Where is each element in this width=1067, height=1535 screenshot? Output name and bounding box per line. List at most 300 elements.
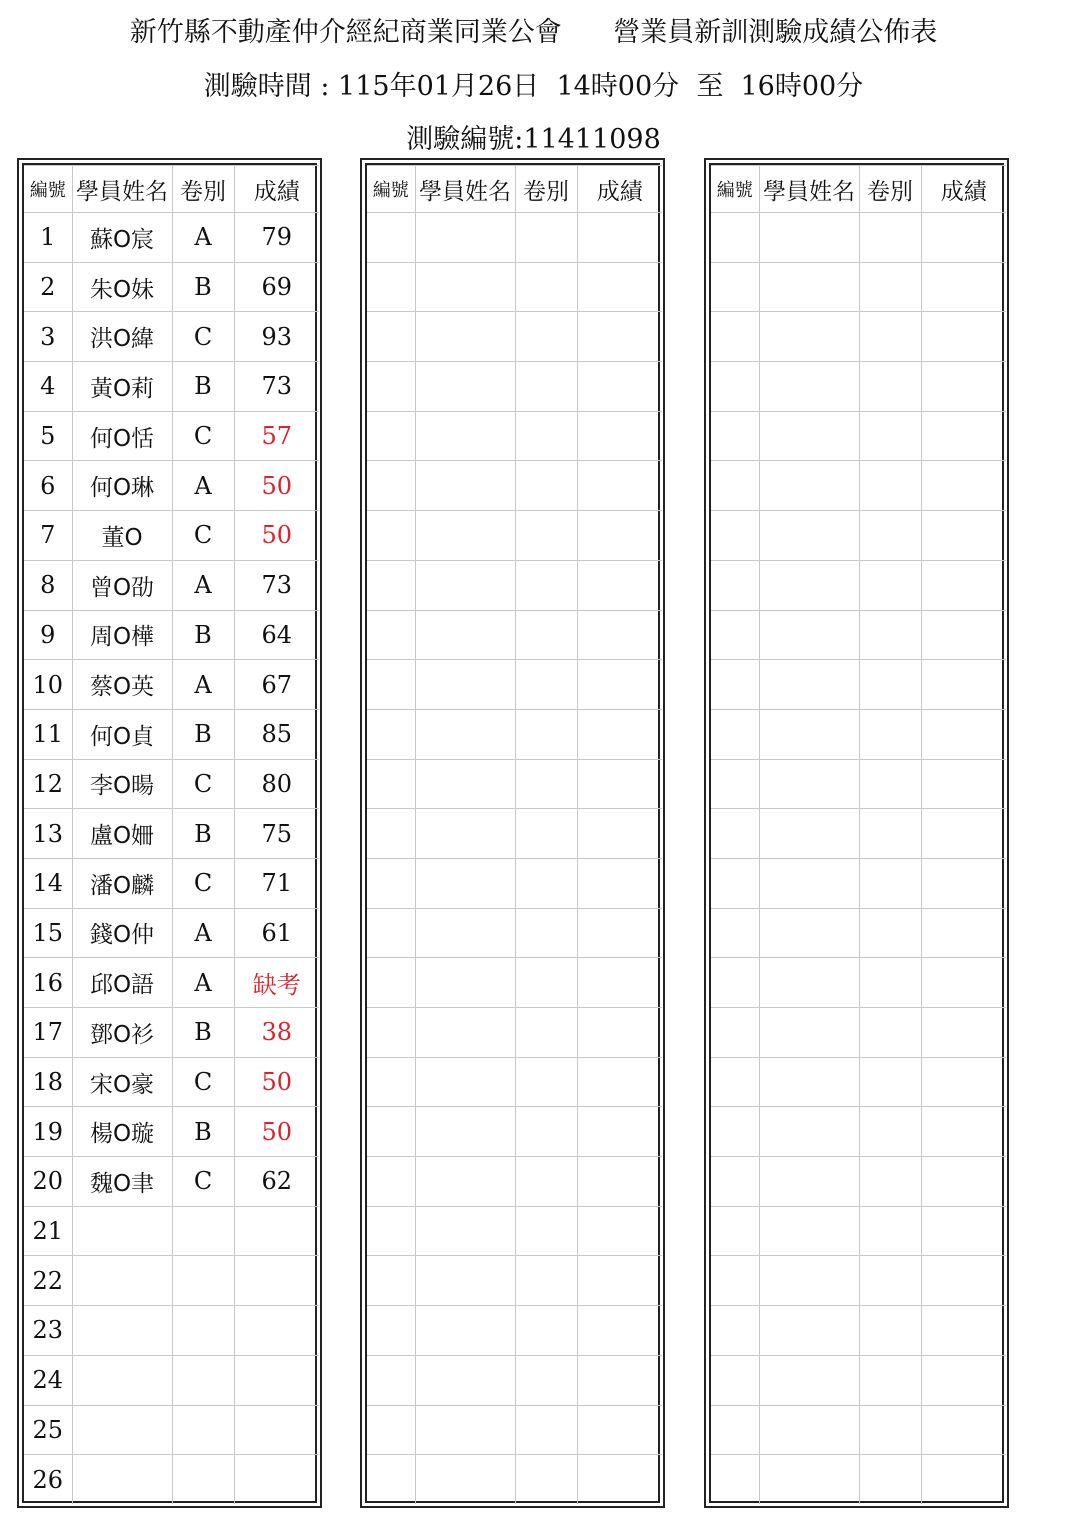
cell-number	[367, 411, 415, 461]
table-row	[367, 1008, 662, 1058]
cell-score	[921, 1256, 1006, 1306]
cell-paper	[172, 1256, 234, 1306]
cell-name	[415, 958, 515, 1008]
cell-score	[577, 560, 662, 610]
cell-name	[415, 1256, 515, 1306]
cell-paper	[859, 213, 921, 263]
table-row	[24, 1107, 319, 1157]
cell-number	[367, 1008, 415, 1058]
cell-name	[415, 858, 515, 908]
table-row	[367, 1355, 662, 1405]
cell-number	[367, 858, 415, 908]
cell-score: 93	[234, 312, 319, 362]
cell-score: 50	[234, 511, 319, 561]
cell-number: 11	[24, 709, 72, 759]
exam-id: 測驗編號:11411098	[406, 124, 661, 155]
cell-paper	[859, 660, 921, 710]
table-row	[24, 511, 319, 561]
cell-paper	[515, 1306, 577, 1356]
table-row	[367, 660, 662, 710]
cell-number	[367, 560, 415, 610]
cell-name: 鄧O衫	[72, 1008, 172, 1058]
cell-number	[711, 610, 759, 660]
table-row	[711, 858, 1006, 908]
cell-name	[759, 908, 859, 958]
cell-number	[367, 1157, 415, 1207]
table-row	[711, 461, 1006, 511]
cell-score: 61	[234, 908, 319, 958]
cell-name	[72, 1405, 172, 1455]
table-row	[711, 411, 1006, 461]
cell-paper: C	[172, 511, 234, 561]
cell-score	[921, 1157, 1006, 1207]
table-row	[367, 759, 662, 809]
cell-paper	[515, 809, 577, 859]
cell-number	[711, 1157, 759, 1207]
cell-score	[577, 1008, 662, 1058]
cell-score: 缺考	[234, 958, 319, 1008]
cell-paper: C	[172, 759, 234, 809]
cell-name	[759, 958, 859, 1008]
cell-number	[711, 1455, 759, 1504]
cell-score	[921, 809, 1006, 859]
cell-paper	[859, 1157, 921, 1207]
cell-number	[711, 759, 759, 809]
cell-score	[234, 1256, 319, 1306]
cell-name	[759, 1008, 859, 1058]
cell-score: 67	[234, 660, 319, 710]
column-header-paper: 卷別	[859, 166, 921, 213]
cell-number: 3	[24, 312, 72, 362]
cell-name	[759, 1256, 859, 1306]
cell-paper	[859, 1405, 921, 1455]
cell-number: 23	[24, 1306, 72, 1356]
cell-number: 15	[24, 908, 72, 958]
cell-paper: A	[172, 461, 234, 511]
cell-number	[367, 908, 415, 958]
cell-name: 宋O豪	[72, 1057, 172, 1107]
cell-paper	[515, 858, 577, 908]
cell-name	[759, 1405, 859, 1455]
cell-score	[921, 1008, 1006, 1058]
table-row	[24, 262, 319, 312]
cell-score	[577, 1107, 662, 1157]
cell-paper	[515, 511, 577, 561]
cell-name	[759, 511, 859, 561]
cell-number	[367, 1206, 415, 1256]
column-header-number: 編號	[367, 166, 415, 213]
table-row	[711, 1306, 1006, 1356]
table-row	[367, 858, 662, 908]
cell-number	[367, 1256, 415, 1306]
cell-score	[921, 461, 1006, 511]
score-table	[367, 165, 662, 1504]
cell-paper	[859, 610, 921, 660]
cell-paper	[515, 213, 577, 263]
table-row	[711, 1256, 1006, 1306]
table-row	[367, 1306, 662, 1356]
cell-name	[415, 1157, 515, 1207]
cell-name: 董O	[72, 511, 172, 561]
cell-score	[577, 312, 662, 362]
cell-name: 魏O聿	[72, 1157, 172, 1207]
cell-name	[72, 1306, 172, 1356]
cell-name	[415, 660, 515, 710]
cell-name: 曾O劭	[72, 560, 172, 610]
cell-paper	[859, 908, 921, 958]
cell-score	[921, 1405, 1006, 1455]
cell-number	[711, 1405, 759, 1455]
cell-score	[234, 1405, 319, 1455]
cell-score	[234, 1355, 319, 1405]
cell-paper	[859, 759, 921, 809]
cell-score	[921, 1206, 1006, 1256]
cell-paper	[859, 262, 921, 312]
cell-score	[577, 1256, 662, 1306]
table-row	[24, 809, 319, 859]
cell-number: 7	[24, 511, 72, 561]
table-row	[711, 1405, 1006, 1455]
cell-score	[921, 312, 1006, 362]
cell-score: 57	[234, 411, 319, 461]
cell-score	[921, 511, 1006, 561]
cell-paper	[515, 660, 577, 710]
cell-number	[711, 262, 759, 312]
cell-name	[72, 1355, 172, 1405]
cell-name	[415, 610, 515, 660]
cell-number	[367, 1107, 415, 1157]
cell-paper	[515, 709, 577, 759]
results-table-2	[360, 158, 665, 1508]
cell-number	[367, 1306, 415, 1356]
cell-number	[367, 461, 415, 511]
cell-number	[711, 958, 759, 1008]
cell-number	[367, 709, 415, 759]
column-header-score: 成績	[234, 166, 319, 213]
cell-score	[921, 1057, 1006, 1107]
column-header-paper: 卷別	[515, 166, 577, 213]
cell-paper	[515, 1455, 577, 1504]
cell-number: 16	[24, 958, 72, 1008]
cell-name	[759, 759, 859, 809]
cell-number	[367, 1057, 415, 1107]
table-row	[24, 709, 319, 759]
cell-name	[759, 560, 859, 610]
cell-score	[921, 1306, 1006, 1356]
table-row	[711, 362, 1006, 412]
cell-score: 38	[234, 1008, 319, 1058]
cell-number	[367, 262, 415, 312]
table-row	[711, 213, 1006, 263]
cell-number: 22	[24, 1256, 72, 1306]
cell-paper	[859, 362, 921, 412]
table-row	[711, 1107, 1006, 1157]
cell-score	[577, 1455, 662, 1504]
cell-paper: A	[172, 213, 234, 263]
cell-name	[759, 312, 859, 362]
cell-name	[415, 411, 515, 461]
cell-score	[577, 958, 662, 1008]
cell-score	[921, 610, 1006, 660]
cell-number: 26	[24, 1455, 72, 1504]
cell-score	[577, 1306, 662, 1356]
table-row	[367, 1107, 662, 1157]
cell-name	[759, 1057, 859, 1107]
cell-paper	[172, 1355, 234, 1405]
cell-number	[367, 362, 415, 412]
table-row	[367, 1256, 662, 1306]
cell-paper	[172, 1206, 234, 1256]
cell-number	[711, 461, 759, 511]
cell-number	[711, 411, 759, 461]
cell-score: 50	[234, 461, 319, 511]
table-row	[24, 213, 319, 263]
cell-paper	[515, 610, 577, 660]
cell-score	[577, 759, 662, 809]
cell-paper: B	[172, 709, 234, 759]
cell-score: 64	[234, 610, 319, 660]
cell-name	[72, 1256, 172, 1306]
cell-paper	[515, 1256, 577, 1306]
cell-score	[577, 908, 662, 958]
cell-score	[577, 1157, 662, 1207]
cell-number: 17	[24, 1008, 72, 1058]
table-row	[711, 262, 1006, 312]
cell-score: 80	[234, 759, 319, 809]
cell-paper	[172, 1455, 234, 1504]
cell-paper	[515, 560, 577, 610]
cell-name: 蘇O宸	[72, 213, 172, 263]
cell-score	[577, 660, 662, 710]
cell-paper: C	[172, 312, 234, 362]
cell-number	[711, 1306, 759, 1356]
cell-score	[921, 262, 1006, 312]
cell-score	[921, 1355, 1006, 1405]
cell-name	[759, 1157, 859, 1207]
table-row	[367, 1057, 662, 1107]
cell-paper	[515, 1206, 577, 1256]
cell-score	[577, 709, 662, 759]
cell-score	[921, 1107, 1006, 1157]
cell-score	[577, 213, 662, 263]
table-row	[711, 759, 1006, 809]
cell-number	[711, 1355, 759, 1405]
cell-score	[577, 858, 662, 908]
cell-number	[367, 1455, 415, 1504]
table-row	[24, 1008, 319, 1058]
header-row	[24, 166, 319, 213]
table-row	[367, 511, 662, 561]
cell-paper	[859, 709, 921, 759]
cell-number	[711, 1057, 759, 1107]
cell-paper: A	[172, 560, 234, 610]
cell-paper	[859, 1206, 921, 1256]
cell-score: 75	[234, 809, 319, 859]
cell-name: 盧O姍	[72, 809, 172, 859]
table-row	[711, 312, 1006, 362]
cell-score	[921, 411, 1006, 461]
cell-name	[415, 1057, 515, 1107]
cell-name	[759, 262, 859, 312]
table-row	[711, 1008, 1006, 1058]
cell-name	[415, 1306, 515, 1356]
cell-paper	[859, 511, 921, 561]
cell-number	[367, 213, 415, 263]
cell-number	[711, 362, 759, 412]
cell-paper	[515, 958, 577, 1008]
table-row	[24, 660, 319, 710]
table-row	[24, 858, 319, 908]
results-table-3	[704, 158, 1009, 1508]
cell-name	[759, 809, 859, 859]
cell-paper	[859, 461, 921, 511]
cell-score	[921, 858, 1006, 908]
table-row	[24, 610, 319, 660]
cell-score	[577, 1057, 662, 1107]
cell-score	[234, 1455, 319, 1504]
cell-paper	[515, 1008, 577, 1058]
cell-name	[759, 1206, 859, 1256]
cell-number	[711, 858, 759, 908]
cell-paper: A	[172, 660, 234, 710]
table-row	[367, 709, 662, 759]
cell-score: 71	[234, 858, 319, 908]
cell-name	[72, 1206, 172, 1256]
table-row	[367, 213, 662, 263]
cell-number	[367, 511, 415, 561]
table-row	[367, 809, 662, 859]
table-row	[24, 1405, 319, 1455]
cell-paper	[515, 1057, 577, 1107]
table-row	[24, 1206, 319, 1256]
cell-name	[415, 1107, 515, 1157]
cell-score	[577, 511, 662, 561]
table-row	[24, 908, 319, 958]
cell-paper: C	[172, 1157, 234, 1207]
cell-paper	[859, 1256, 921, 1306]
cell-score	[921, 958, 1006, 1008]
cell-name: 錢O仲	[72, 908, 172, 958]
cell-name	[759, 858, 859, 908]
cell-name: 潘O麟	[72, 858, 172, 908]
table-row	[367, 958, 662, 1008]
cell-score	[577, 362, 662, 412]
cell-paper: A	[172, 908, 234, 958]
cell-paper	[515, 1107, 577, 1157]
cell-name	[759, 1107, 859, 1157]
cell-name	[759, 362, 859, 412]
cell-name	[415, 262, 515, 312]
table-row	[711, 1057, 1006, 1107]
cell-score: 69	[234, 262, 319, 312]
cell-paper	[515, 312, 577, 362]
cell-number	[711, 1256, 759, 1306]
cell-name	[415, 362, 515, 412]
cell-paper	[859, 809, 921, 859]
cell-number	[711, 1206, 759, 1256]
cell-score	[921, 709, 1006, 759]
cell-name: 何O恬	[72, 411, 172, 461]
cell-number	[711, 908, 759, 958]
cell-name	[415, 908, 515, 958]
cell-paper	[515, 461, 577, 511]
table-row	[24, 362, 319, 412]
table-row	[367, 312, 662, 362]
cell-paper	[859, 560, 921, 610]
table-row	[24, 461, 319, 511]
cell-paper	[515, 908, 577, 958]
cell-number: 24	[24, 1355, 72, 1405]
cell-paper	[859, 958, 921, 1008]
cell-number: 8	[24, 560, 72, 610]
cell-name	[415, 560, 515, 610]
table-row	[367, 362, 662, 412]
cell-paper: B	[172, 362, 234, 412]
cell-number: 6	[24, 461, 72, 511]
cell-name: 周O樺	[72, 610, 172, 660]
table-row	[24, 1355, 319, 1405]
cell-name	[415, 1206, 515, 1256]
cell-paper: A	[172, 958, 234, 1008]
cell-score	[234, 1306, 319, 1356]
cell-number: 18	[24, 1057, 72, 1107]
cell-number	[711, 312, 759, 362]
table-row	[24, 1455, 319, 1504]
header-row	[367, 166, 662, 213]
cell-score	[921, 1455, 1006, 1504]
cell-score	[921, 908, 1006, 958]
cell-number	[367, 610, 415, 660]
table-row	[24, 958, 319, 1008]
cell-name: 楊O璇	[72, 1107, 172, 1157]
table-row	[711, 958, 1006, 1008]
cell-number	[367, 312, 415, 362]
cell-name	[759, 610, 859, 660]
cell-paper	[859, 1306, 921, 1356]
cell-name	[759, 660, 859, 710]
cell-score	[921, 560, 1006, 610]
table-row	[367, 908, 662, 958]
cell-name	[759, 1355, 859, 1405]
cell-paper	[515, 1157, 577, 1207]
cell-name: 洪O緯	[72, 312, 172, 362]
cell-score	[577, 262, 662, 312]
cell-paper	[859, 858, 921, 908]
table-row	[367, 1405, 662, 1455]
table-row	[24, 759, 319, 809]
cell-score	[921, 759, 1006, 809]
table-row	[711, 1355, 1006, 1405]
cell-number	[367, 660, 415, 710]
cell-number: 10	[24, 660, 72, 710]
cell-name	[415, 759, 515, 809]
cell-paper	[859, 411, 921, 461]
table-row	[711, 1455, 1006, 1504]
score-table	[711, 165, 1006, 1504]
table-row	[24, 1157, 319, 1207]
header-row	[711, 166, 1006, 213]
cell-score	[234, 1206, 319, 1256]
column-header-name: 學員姓名	[415, 166, 515, 213]
cell-number: 1	[24, 213, 72, 263]
cell-paper: B	[172, 262, 234, 312]
cell-score	[577, 461, 662, 511]
cell-number	[367, 1405, 415, 1455]
cell-score: 62	[234, 1157, 319, 1207]
table-row	[24, 411, 319, 461]
table-row	[367, 411, 662, 461]
cell-name	[759, 461, 859, 511]
